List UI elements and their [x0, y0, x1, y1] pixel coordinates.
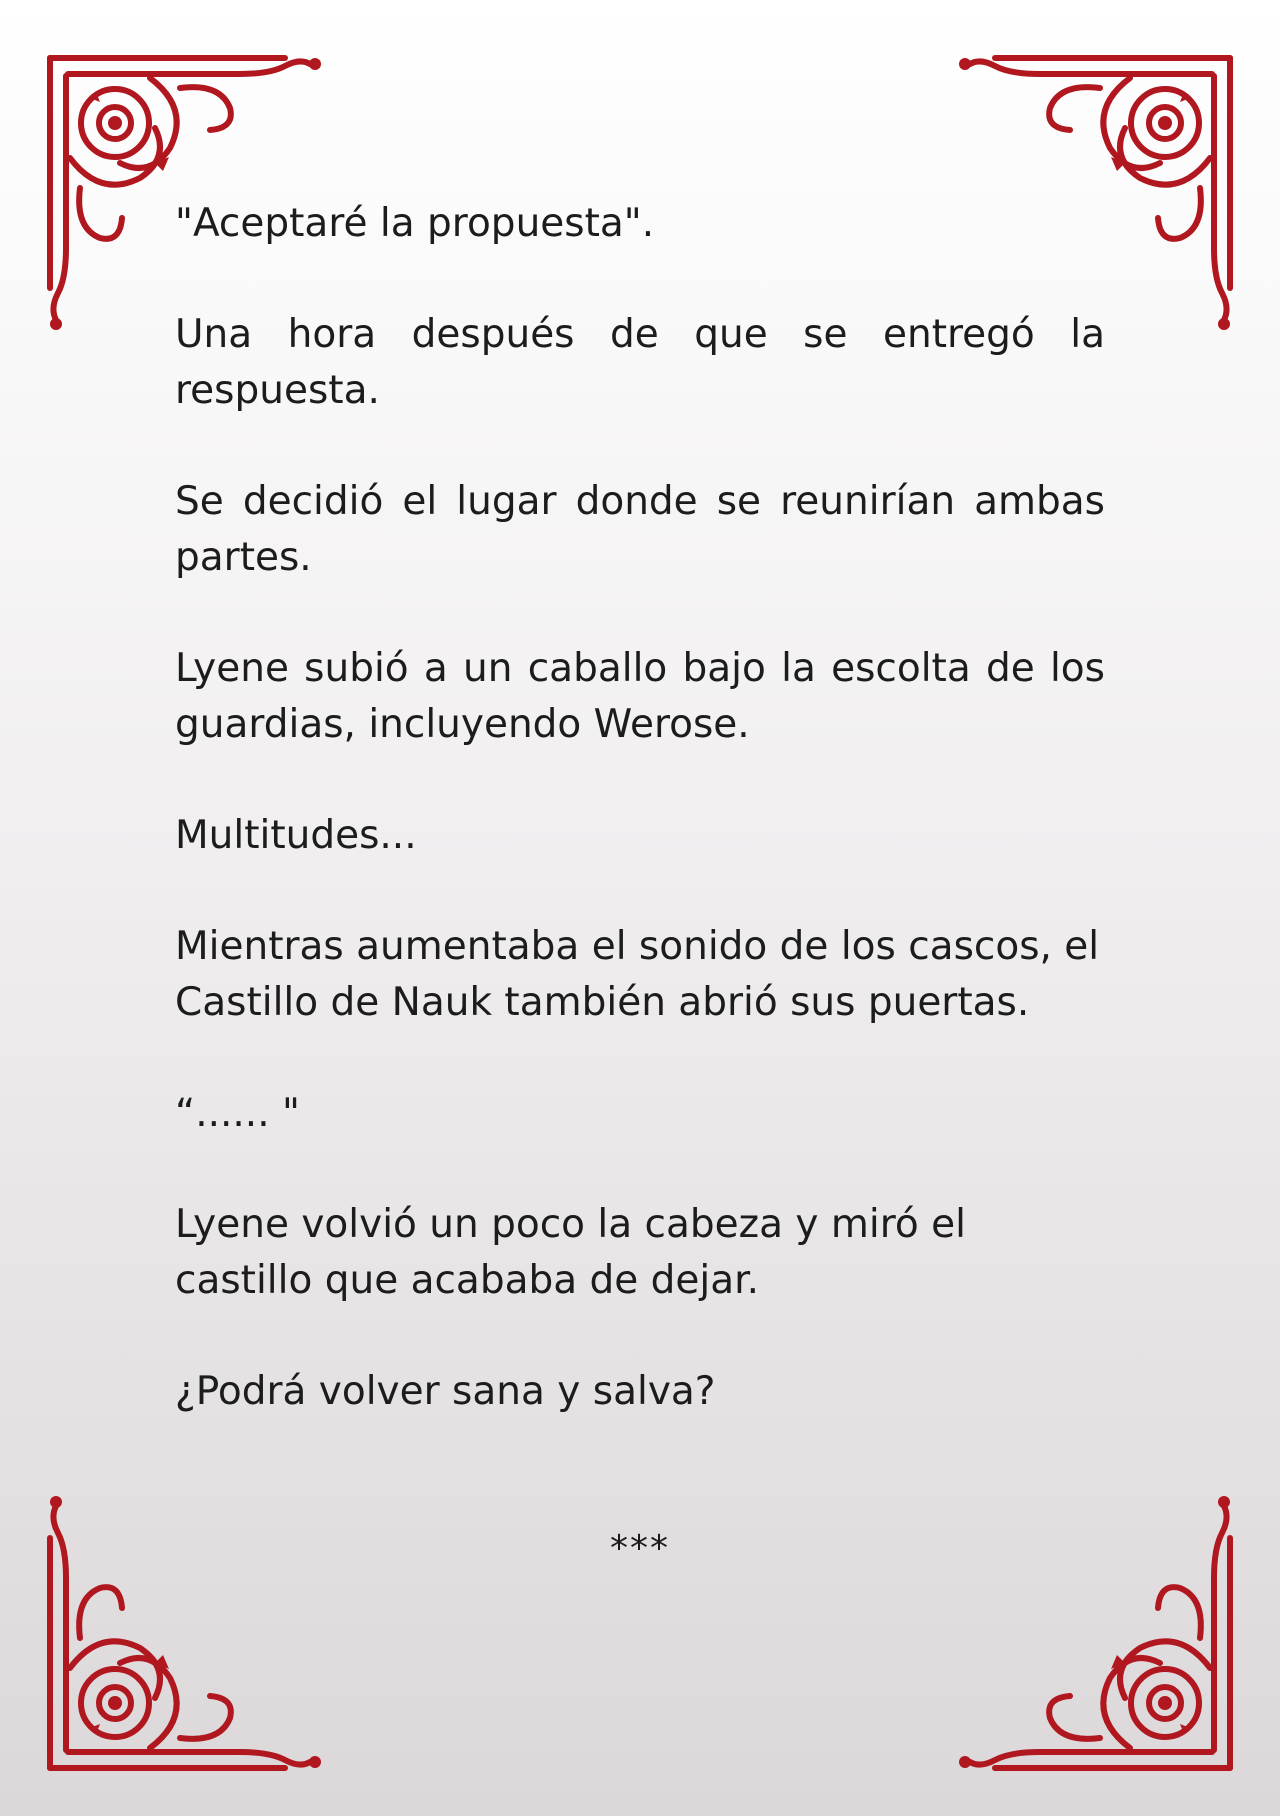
section-separator: *** — [610, 1528, 670, 1569]
paragraph-2: Una hora después de que se entregó la respuesta. — [175, 312, 1105, 413]
paragraph-9: ¿Podrá volver sana y salva? — [175, 1369, 716, 1414]
paragraph-8: Lyene volvió un poco la cabeza y miró el castillo que acababa de dejar. — [175, 1202, 966, 1303]
paragraph-4: Lyene subió a un caballo bajo la escolta de los guardias, incluyendo Werose. — [175, 646, 1105, 747]
paragraph-5: Multitudes... — [175, 813, 417, 858]
paragraph-3: Se decidió el lugar donde se reunirían ambas partes. — [175, 479, 1105, 580]
paragraph-1: "Aceptaré la propuesta". — [175, 201, 655, 246]
paragraph-7: “...... " — [175, 1091, 300, 1136]
story-text — [175, 196, 1105, 1475]
paragraph-6: Mientras aumentaba el sonido de los cascos, el Castillo de Nauk también abrió sus puertas. — [175, 924, 1100, 1025]
